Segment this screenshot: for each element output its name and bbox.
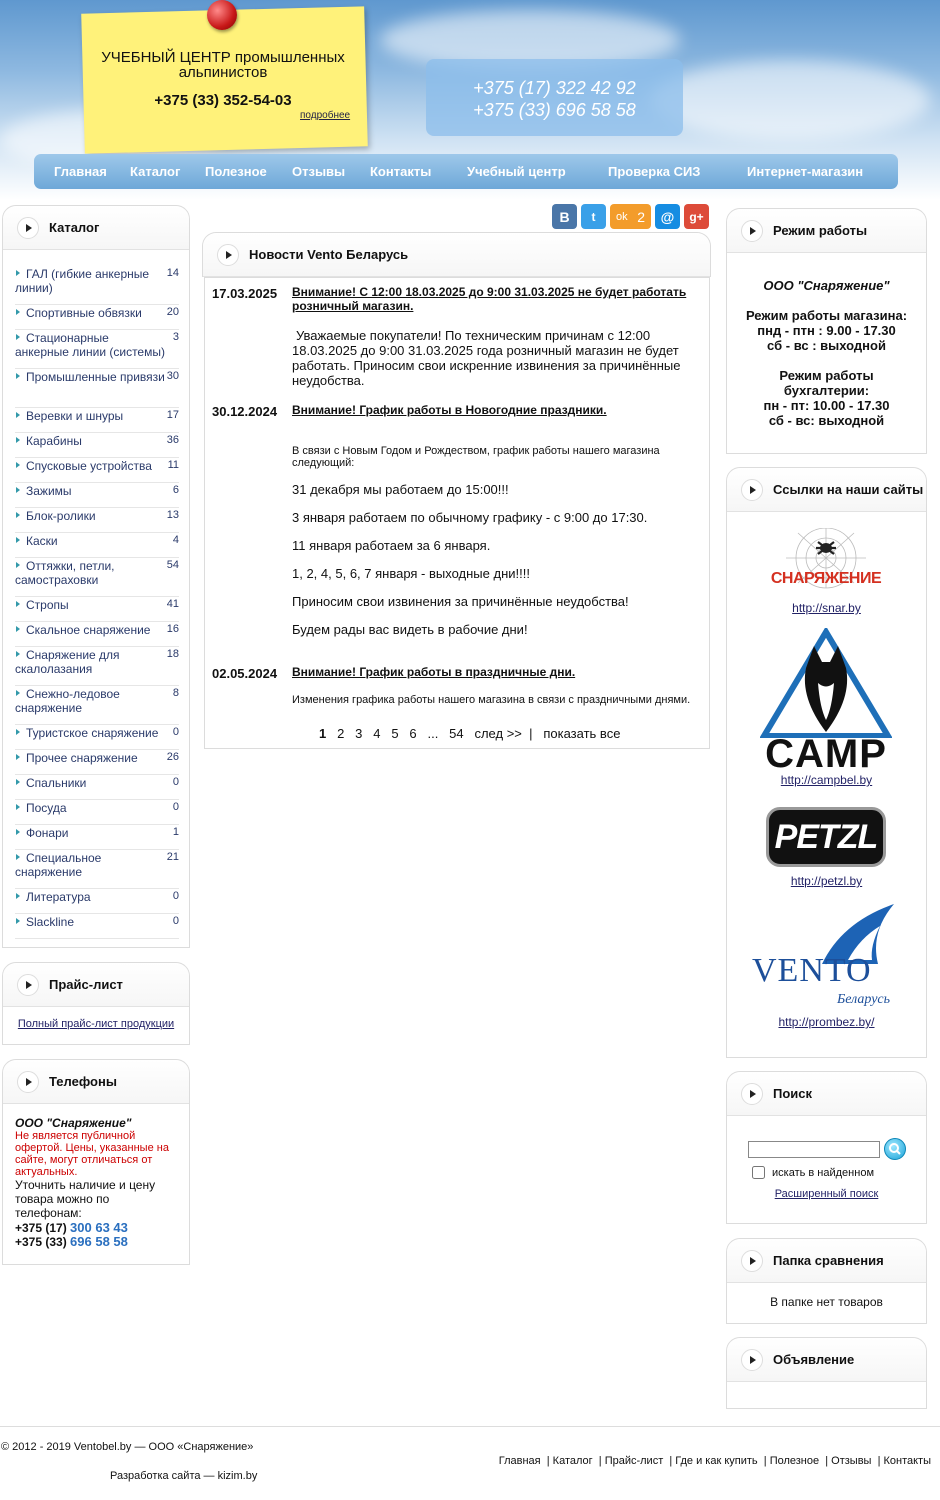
camp-link[interactable]: http://campbel.by — [780, 773, 873, 787]
catalog-item-count: 1 — [172, 826, 179, 838]
catalog-item[interactable] — [15, 533, 179, 558]
news-header — [203, 233, 710, 277]
nav-shop[interactable]: Интернет-магазин — [747, 164, 864, 179]
news-line: 1, 2, 4, 5, 6, 7 января - выходные дни!!!! — [292, 566, 530, 581]
page-link[interactable]: 4 — [373, 726, 381, 741]
catalog-item[interactable] — [15, 508, 179, 533]
petzl-logo-text: PETZL — [774, 817, 878, 856]
catalog-item-name: Оттяжки, петли, самостраховки — [15, 559, 115, 587]
page-link[interactable]: 6 — [409, 726, 417, 741]
shop-hours-weekdays: пнд - птн : 9.00 - 17.30 — [757, 323, 896, 338]
catalog-item[interactable] — [15, 458, 179, 483]
news-title: Новости Vento Беларусь — [249, 247, 409, 262]
search-in-results-checkbox[interactable] — [752, 1166, 765, 1179]
nav-home[interactable]: Главная — [54, 164, 107, 179]
petzl-logo[interactable] — [766, 807, 886, 867]
news-line: 31 декабря мы работаем до 15:00!!! — [292, 482, 509, 497]
catalog-item[interactable] — [15, 330, 179, 369]
ad-title: Объявление — [773, 1352, 855, 1367]
header-phone-1: +375 (17) 322 42 92 — [473, 78, 636, 98]
catalog-item[interactable] — [15, 266, 179, 305]
catalog-item-name: ГАЛ (гибкие анкерные линии) — [15, 267, 150, 295]
catalog-item-name: Снежно-ледовое снаряжение — [15, 687, 120, 715]
news-date: 02.05.2024 — [212, 666, 278, 681]
catalog-item-count: 11 — [167, 459, 179, 471]
catalog-item-name: Литература — [26, 890, 91, 904]
phone-1-number: 300 63 43 — [70, 1220, 128, 1235]
advanced-search-link[interactable]: Расширенный поиск — [774, 1188, 879, 1200]
cloud — [650, 60, 930, 140]
training-center-phone: +375 (33) 352-54-03 — [154, 92, 292, 109]
catalog-item[interactable] — [15, 305, 179, 330]
ok-share-button[interactable] — [610, 204, 651, 229]
news-line: Приносим свои извинения за причинённые неудобства! — [292, 594, 629, 609]
ok-count: 2 — [637, 208, 645, 225]
bullet-icon — [16, 829, 20, 835]
page-ellipsis: ... — [427, 726, 439, 741]
page-link[interactable]: 3 — [355, 726, 363, 741]
bullet-icon — [16, 373, 20, 379]
arrow-right-icon — [741, 479, 763, 501]
nav-contacts[interactable]: Контакты — [370, 164, 432, 179]
bullet-icon — [16, 779, 20, 785]
shop-hours-weekend: сб - вс : выходной — [767, 338, 886, 353]
catalog-item-name: Специальное снаряжение — [15, 851, 102, 879]
bullet-icon — [16, 918, 20, 924]
catalog-item[interactable] — [15, 850, 179, 889]
news-line: Будем рады вас видеть в рабочие дни! — [292, 622, 528, 637]
accounting-hours-label: Режим работы бухгалтерии: — [779, 368, 874, 398]
catalog-item-name: Скальное снаряжение — [26, 623, 151, 637]
catalog-item-count: 0 — [172, 801, 179, 813]
snar-logo[interactable] — [766, 528, 886, 598]
footer-link-useful[interactable]: Полезное — [769, 1455, 820, 1467]
catalog-item-count: 16 — [166, 623, 179, 635]
compare-empty-text: В папке нет товаров — [770, 1295, 883, 1309]
arrow-right-icon — [17, 974, 39, 996]
catalog-item-name: Туристское снаряжение — [26, 726, 159, 740]
catalog-item-name: Зажимы — [26, 484, 72, 498]
nav-reviews[interactable]: Отзывы — [292, 164, 346, 179]
page-link[interactable]: 5 — [391, 726, 399, 741]
nav-training-center[interactable]: Учебный центр — [467, 164, 566, 179]
bullet-icon — [16, 601, 20, 607]
ad-header — [727, 1338, 926, 1382]
bullet-icon — [16, 512, 20, 518]
phone-2-code: +375 (33) — [15, 1235, 67, 1249]
bullet-icon — [16, 754, 20, 760]
catalog-item[interactable] — [15, 686, 179, 725]
husky-triangle-icon — [760, 628, 892, 738]
links-title: Ссылки на наши сайты — [773, 482, 924, 497]
bullet-icon — [16, 437, 20, 443]
bullet-icon — [16, 309, 20, 315]
bullet-icon — [16, 651, 20, 657]
news-item-title[interactable]: Внимание! График работы в Новогодние праздники. — [292, 403, 607, 417]
catalog-item-count: 41 — [166, 598, 179, 610]
footer-link-catalog[interactable]: Каталог — [552, 1455, 593, 1467]
catalog-item[interactable] — [15, 825, 179, 850]
catalog-item-name: Снаряжение для скалолазания — [15, 648, 120, 676]
catalog-header — [3, 206, 189, 250]
catalog-item-name: Прочее снаряжение — [26, 751, 138, 765]
page-link[interactable]: 2 — [337, 726, 345, 741]
bullet-icon — [16, 729, 20, 735]
catalog-item[interactable] — [15, 889, 179, 914]
news-line: 11 января работаем за 6 января. — [292, 538, 491, 553]
catalog-item-count: 21 — [166, 851, 179, 863]
vento-logo-text: VENTO — [752, 952, 872, 989]
footer-link-reviews[interactable]: Отзывы — [831, 1455, 872, 1467]
search-title: Поиск — [773, 1086, 813, 1101]
shop-hours-label: Режим работы магазина: — [745, 308, 908, 323]
footer-nav: Главная | Каталог | Прайс-лист | Где и как купить | Полезное | Отзывы | Контакты — [498, 1455, 931, 1467]
ad-box — [726, 1337, 927, 1409]
arrow-right-icon — [217, 244, 239, 266]
compare-title: Папка сравнения — [773, 1253, 884, 1268]
hours-company: ООО "Снаряжение" — [763, 278, 890, 293]
search-button[interactable] — [884, 1138, 906, 1160]
nav-useful[interactable]: Полезное — [205, 164, 267, 179]
magnifier-icon — [885, 1139, 905, 1159]
catalog-item[interactable] — [15, 914, 179, 939]
footer-link-pricelist[interactable]: Прайс-лист — [604, 1455, 664, 1467]
bullet-icon — [16, 487, 20, 493]
compare-box — [726, 1238, 927, 1324]
catalog-item-name: Карабины — [26, 434, 82, 448]
catalog-item-name: Стропы — [26, 598, 69, 612]
catalog-item-name: Каски — [26, 534, 58, 548]
gplus-share-icon[interactable]: g+ — [684, 204, 709, 229]
bullet-icon — [16, 334, 20, 340]
phones-box — [2, 1059, 190, 1265]
catalog-item-name: Блок-ролики — [26, 509, 96, 523]
catalog-item[interactable] — [15, 750, 179, 775]
page-show-all[interactable]: показать все — [543, 726, 621, 741]
bullet-icon — [16, 562, 20, 568]
catalog-item[interactable] — [15, 369, 179, 408]
ok-icon: ok — [616, 210, 628, 223]
pricelist-box — [2, 962, 190, 1045]
catalog-item[interactable] — [15, 647, 179, 686]
news-item-title[interactable]: Внимание! С 12:00 18.03.2025 до 9:00 31.03.2025 не будет работать розничный магазин. — [292, 285, 687, 313]
bullet-icon — [16, 690, 20, 696]
bullet-icon — [16, 412, 20, 418]
pin-icon — [207, 0, 237, 30]
catalog-item-name: Промышленные привязи — [26, 370, 165, 384]
training-center-title: УЧЕБНЫЙ ЦЕНТР промышленных альпинистов — [101, 49, 345, 81]
phones-company: ООО "Снаряжение" — [15, 1116, 132, 1130]
news-item-text: Уважаемые покупатели! По техническим причинам с 12:00 18.03.2025 до 9:00 31.03.2025 года розничный магазин не будет работать. Приносим свои искренние извинения за причинённые неудобства. — [292, 328, 681, 388]
catalog-item-count: 0 — [172, 890, 179, 902]
catalog-item-count: 54 — [166, 559, 179, 571]
catalog-item-count: 36 — [166, 434, 179, 446]
pagination — [319, 726, 620, 741]
search-input[interactable] — [748, 1141, 880, 1158]
bullet-icon — [16, 893, 20, 899]
footer-copyright: © 2012 - 2019 Ventobel.by — ООО «Снаряжение» — [1, 1441, 254, 1453]
snar-link[interactable]: http://snar.by — [792, 601, 861, 615]
pricelist-link[interactable]: Полный прайс-лист продукции — [17, 1018, 175, 1030]
catalog-item[interactable] — [15, 558, 179, 597]
bullet-icon — [16, 537, 20, 543]
catalog-item[interactable] — [15, 725, 179, 750]
snar-logo-text: СНАРЯЖЕНИЕ — [770, 570, 882, 587]
vento-logo[interactable] — [752, 902, 898, 1010]
catalog-item-count: 3 — [172, 331, 179, 343]
footer-divider — [0, 1426, 940, 1427]
footer-link-how-to-buy[interactable]: Где и как купить — [675, 1455, 758, 1467]
news-date: 17.03.2025 — [212, 286, 278, 301]
page-next[interactable]: след >> — [474, 726, 522, 741]
catalog-item[interactable] — [15, 433, 179, 458]
bullet-icon — [16, 270, 20, 276]
phone-1-code: +375 (17) — [15, 1221, 67, 1235]
twitter-share-icon[interactable]: t — [581, 204, 606, 229]
news-date: 30.12.2024 — [212, 404, 278, 419]
catalog-item-name: Посуда — [26, 801, 67, 815]
arrow-right-icon — [741, 1349, 763, 1371]
accounting-hours-weekend: сб - вс: выходной — [768, 413, 885, 428]
catalog-item-name: Веревки и шнуры — [26, 409, 124, 423]
camp-logo-text: CAMP — [765, 732, 887, 776]
more-link[interactable]: подробнее — [300, 110, 351, 121]
catalog-item[interactable] — [15, 775, 179, 800]
catalog-item-count: 0 — [172, 776, 179, 788]
vento-logo-subtext: Беларусь — [836, 992, 890, 1007]
compare-header — [727, 1239, 926, 1283]
catalog-item-count: 26 — [166, 751, 179, 763]
catalog-item-name: Спусковые устройства — [26, 459, 152, 473]
pricelist-header — [3, 963, 189, 1007]
catalog-item-count: 0 — [172, 915, 179, 927]
catalog-item-count: 30 — [166, 370, 179, 382]
petzl-link[interactable]: http://petzl.by — [790, 874, 863, 888]
bullet-icon — [16, 804, 20, 810]
camp-logo[interactable] — [760, 628, 892, 774]
catalog-title: Каталог — [49, 220, 100, 235]
mail-share-icon[interactable]: @ — [655, 204, 680, 229]
catalog-item[interactable] — [15, 483, 179, 508]
nav-ppe-check[interactable]: Проверка СИЗ — [608, 164, 701, 179]
catalog-item-name: Slackline — [26, 915, 75, 929]
phones-info: Уточнить наличие и цену товара можно по телефонам: — [15, 1178, 156, 1220]
hours-title: Режим работы — [773, 223, 868, 238]
news-item-intro: В связи с Новым Годом и Рождеством, график работы нашего магазина следующий: — [292, 445, 660, 469]
catalog-item-name: Фонари — [26, 826, 69, 840]
catalog-item-count: 20 — [166, 306, 179, 318]
main-nav — [34, 154, 898, 189]
bullet-icon — [16, 462, 20, 468]
catalog-item[interactable] — [15, 597, 179, 622]
footer-dev-link[interactable]: Разработка сайта — kizim.by — [110, 1470, 258, 1482]
catalog-item-name: Спальники — [26, 776, 87, 790]
header-phones — [426, 59, 683, 136]
phones-warning: Не является публичной офертой. Цены, указанные на сайте, могут отличаться от актуальных. — [15, 1130, 169, 1178]
catalog-item[interactable] — [15, 800, 179, 825]
catalog-item[interactable] — [15, 622, 179, 647]
catalog-item-count: 17 — [166, 409, 179, 421]
catalog-item-name: Спортивные обвязки — [26, 306, 142, 320]
news-header-box — [202, 232, 711, 277]
pricelist-title: Прайс-лист — [49, 977, 123, 992]
vk-share-icon[interactable]: В — [552, 204, 577, 229]
header-phone-2: +375 (33) 696 58 58 — [473, 100, 636, 120]
phones-title: Телефоны — [49, 1074, 117, 1089]
links-header — [727, 468, 926, 512]
news-item-text: Изменения графика работы нашего магазина в связи с праздничными днями. — [292, 694, 691, 706]
accounting-hours-weekdays: пн - пт: 10.00 - 17.30 — [763, 398, 890, 413]
catalog-item[interactable] — [15, 408, 179, 433]
catalog-item-count: 4 — [172, 534, 179, 546]
nav-catalog[interactable]: Каталог — [130, 164, 181, 179]
page-separator: | — [529, 726, 533, 741]
arrow-right-icon — [741, 220, 763, 242]
arrow-right-icon — [17, 217, 39, 239]
catalog-item-count: 8 — [172, 687, 179, 699]
catalog-item-name: Стационарные анкерные линии (системы) — [15, 331, 165, 359]
arrow-right-icon — [17, 1071, 39, 1093]
phone-2-number: 696 58 58 — [70, 1234, 128, 1249]
page-current: 1 — [319, 726, 327, 741]
arrow-right-icon — [741, 1250, 763, 1272]
hours-box — [726, 208, 927, 454]
bullet-icon — [16, 626, 20, 632]
catalog-item-count: 13 — [166, 509, 179, 521]
hours-header — [727, 209, 926, 253]
search-in-results-label: искать в найденном — [772, 1167, 875, 1179]
catalog-item-count: 18 — [166, 648, 179, 660]
news-item-title[interactable]: Внимание! График работы в праздничные дни. — [292, 665, 576, 679]
arrow-right-icon — [741, 1083, 763, 1105]
bullet-icon — [16, 854, 20, 860]
catalog-item-count: 6 — [172, 484, 179, 496]
search-header — [727, 1072, 926, 1116]
vento-link[interactable]: http://prombez.by/ — [778, 1015, 875, 1029]
footer-link-contacts[interactable]: Контакты — [883, 1455, 931, 1467]
catalog-item-count: 0 — [172, 726, 179, 738]
page-link-last[interactable]: 54 — [449, 726, 464, 741]
news-line: 3 января работаем по обычному графику - с 9:00 до 17:30. — [292, 510, 648, 525]
catalog-item-count: 14 — [166, 267, 179, 279]
phones-header — [3, 1060, 189, 1104]
footer-link-home[interactable]: Главная — [498, 1455, 541, 1467]
